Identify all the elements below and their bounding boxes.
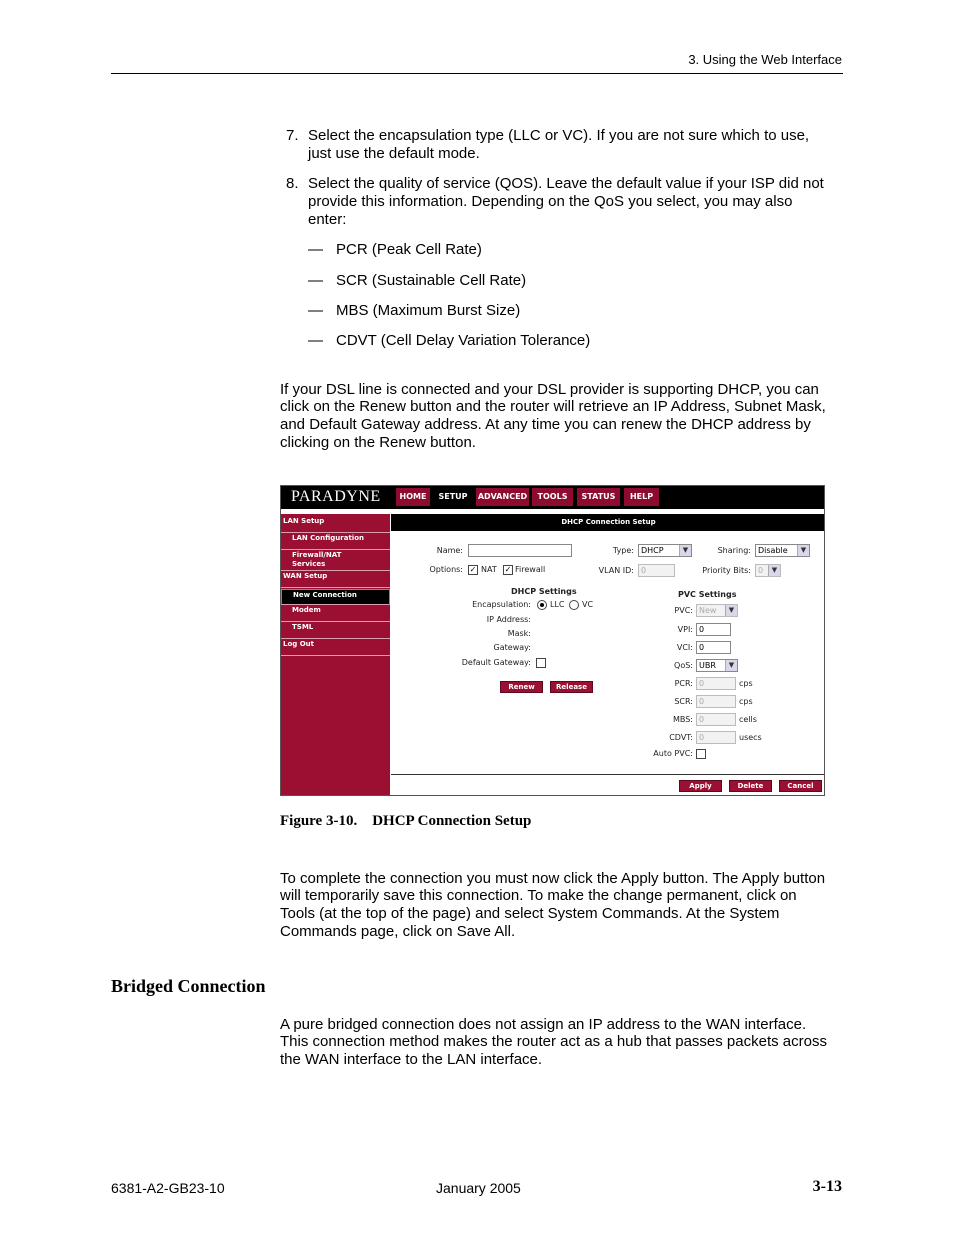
nat-checkbox[interactable]: ✓	[469, 565, 477, 574]
step-text: Select the encapsulation type (LLC or VC). If you are not sure which to use,	[308, 127, 810, 144]
chevron-down-icon: ▼	[679, 545, 691, 556]
footer-date: January 2005	[436, 1180, 521, 1196]
vlan-label: VLAN ID:	[598, 566, 634, 575]
tab-setup[interactable]: SETUP	[433, 488, 473, 506]
sidebar-item-new-connection[interactable]: New Connection	[281, 589, 390, 605]
page-number: 3-13	[812, 1178, 842, 1195]
ip-address-label: IP Address:	[486, 615, 531, 624]
pvc-label: PVC:	[674, 606, 693, 615]
sidebar-item-modem[interactable]: Modem	[281, 606, 390, 622]
vpi-input[interactable]: 0	[696, 623, 731, 636]
dhcp-setup-screenshot	[280, 485, 825, 796]
list-dash: —	[308, 332, 323, 349]
scr-label: SCR:	[674, 697, 693, 706]
list-item: MBS (Maximum Burst Size)	[336, 302, 521, 319]
sidebar-item-firewall-nat[interactable]	[281, 551, 390, 571]
step-text: provide this information. Depending on the QoS you select, you may also	[308, 193, 793, 210]
paragraph-line: To complete the connection you must now click the Apply button. The Apply button	[280, 870, 826, 887]
cdvt-input[interactable]: 0	[696, 731, 736, 744]
list-dash: —	[308, 272, 323, 289]
tab-help[interactable]: HELP	[624, 488, 659, 506]
release-button[interactable]: Release	[550, 681, 593, 693]
paragraph-line: the WAN interface to the LAN interface.	[280, 1051, 543, 1068]
type-label: Type:	[612, 546, 634, 555]
type-value: DHCP	[641, 546, 664, 555]
llc-radio[interactable]	[537, 600, 547, 610]
auto-pvc-checkbox[interactable]	[696, 749, 706, 759]
section-heading: Bridged Connection	[111, 976, 266, 996]
tab-status[interactable]: STATUS	[577, 488, 620, 506]
tab-tools[interactable]: TOOLS	[532, 488, 573, 506]
paragraph-line: click on the Renew button and the router will retrieve an IP Address, Subnet Mask,	[280, 398, 826, 415]
sidebar-item-label: Firewall/NAT	[292, 551, 342, 559]
paradyne-logo: PARADYNE	[291, 488, 381, 505]
nat-label: NAT	[481, 565, 497, 574]
panel-title: DHCP Connection Setup	[391, 514, 825, 531]
sharing-select[interactable]	[755, 544, 810, 557]
tab-home[interactable]: HOME	[396, 488, 430, 506]
step-text: Select the quality of service (QOS). Leave the default value if your ISP did not	[308, 175, 824, 192]
step-number: 8.	[286, 175, 299, 192]
chevron-down-icon: ▼	[797, 545, 809, 556]
pvc-value: New	[699, 606, 717, 615]
list-item: CDVT (Cell Delay Variation Tolerance)	[336, 332, 591, 349]
gateway-label: Gateway:	[493, 643, 531, 652]
paragraph-line: Commands page, click on Save All.	[280, 923, 516, 940]
running-header: 3. Using the Web Interface	[688, 52, 842, 67]
pvc-select[interactable]	[696, 604, 738, 617]
tab-advanced[interactable]: ADVANCED	[476, 488, 529, 506]
list-dash: —	[308, 241, 323, 258]
list-dash: —	[308, 302, 323, 319]
sidebar-item-label: Services	[292, 560, 326, 568]
sidebar-item-log-out[interactable]: Log Out	[281, 640, 390, 656]
vpi-label: VPI:	[677, 625, 693, 634]
qos-select[interactable]	[696, 659, 738, 672]
top-nav-bar	[281, 486, 825, 509]
cancel-button[interactable]: Cancel	[779, 780, 822, 792]
paragraph-line: and Default Gateway address. At any time you can renew the DHCP address by	[280, 416, 811, 433]
figure-caption: Figure 3-10. DHCP Connection Setup	[280, 813, 532, 829]
paragraph-line: This connection method makes the router act as a hub that passes packets across	[280, 1033, 827, 1050]
renew-button[interactable]: Renew	[500, 681, 543, 693]
mask-label: Mask:	[507, 629, 531, 638]
mbs-label: MBS:	[672, 715, 693, 724]
sidebar	[281, 514, 390, 796]
default-gateway-label: Default Gateway:	[461, 658, 531, 667]
form-pane	[391, 531, 825, 796]
priority-bits-label: Priority Bits:	[702, 566, 751, 575]
chevron-down-icon: ▼	[725, 605, 737, 616]
paragraph-line: Tools (at the top of the page) and select System Commands. At the System	[280, 905, 780, 922]
divider	[391, 774, 825, 775]
paragraph-line: If your DSL line is connected and your DSL provider is supporting DHCP, you can	[280, 381, 819, 398]
pcr-input[interactable]: 0	[696, 677, 736, 690]
vc-radio[interactable]	[569, 600, 579, 610]
step-text: just use the default mode.	[308, 145, 480, 162]
sharing-label: Sharing:	[717, 546, 751, 555]
mbs-input[interactable]: 0	[696, 713, 736, 726]
vci-label: VCI:	[676, 643, 693, 652]
paragraph-line: A pure bridged connection does not assign an IP address to the WAN interface.	[280, 1016, 807, 1033]
sidebar-item-wan-setup[interactable]: WAN Setup	[281, 572, 390, 588]
firewall-label: Firewall	[515, 565, 546, 574]
paragraph-line: clicking on the Renew button.	[280, 434, 476, 451]
list-item: SCR (Sustainable Cell Rate)	[336, 272, 527, 289]
llc-label: LLC	[550, 600, 565, 609]
sidebar-item-tsml[interactable]: TSML	[281, 623, 390, 639]
scr-unit: cps	[739, 697, 753, 706]
paragraph-line: will temporarily save this connection. To make the change permanent, click on	[280, 887, 797, 904]
qos-value: UBR	[699, 661, 716, 670]
apply-button[interactable]: Apply	[679, 780, 722, 792]
chevron-down-icon: ▼	[768, 565, 780, 576]
default-gateway-checkbox[interactable]	[536, 658, 546, 668]
doc-number: 6381-A2-GB23-10	[111, 1180, 225, 1196]
pvc-settings-heading: PVC Settings	[678, 590, 737, 599]
priority-bits-select[interactable]	[755, 564, 781, 577]
cdvt-unit: usecs	[739, 733, 762, 742]
step-number: 7.	[286, 127, 299, 144]
scr-input[interactable]: 0	[696, 695, 736, 708]
pcr-unit: cps	[739, 679, 753, 688]
options-label: Options:	[429, 565, 463, 574]
mbs-unit: cells	[739, 715, 757, 724]
cdvt-label: CDVT:	[669, 733, 693, 742]
priority-value: 0	[758, 566, 764, 575]
qos-label: QoS:	[674, 661, 693, 670]
chevron-down-icon: ▼	[725, 660, 737, 671]
sharing-value: Disable	[758, 546, 788, 555]
vc-label: VC	[582, 600, 594, 609]
firewall-checkbox[interactable]: ✓	[504, 565, 512, 574]
sidebar-item-lan-setup[interactable]: LAN Setup	[281, 517, 390, 533]
type-select[interactable]	[638, 544, 692, 557]
vci-input[interactable]: 0	[696, 641, 731, 654]
list-item: PCR (Peak Cell Rate)	[336, 241, 482, 258]
delete-button[interactable]: Delete	[729, 780, 772, 792]
pcr-label: PCR:	[674, 679, 693, 688]
name-input[interactable]	[468, 544, 572, 557]
vlan-id-input[interactable]: 0	[638, 564, 675, 577]
sidebar-item-lan-configuration[interactable]: LAN Configuration	[281, 534, 390, 550]
auto-pvc-label: Auto PVC:	[653, 749, 693, 758]
step-text: enter:	[308, 211, 347, 228]
dhcp-settings-heading: DHCP Settings	[511, 587, 577, 596]
encapsulation-label: Encapsulation:	[472, 600, 531, 609]
name-label: Name:	[436, 546, 463, 555]
header-rule	[111, 73, 843, 74]
